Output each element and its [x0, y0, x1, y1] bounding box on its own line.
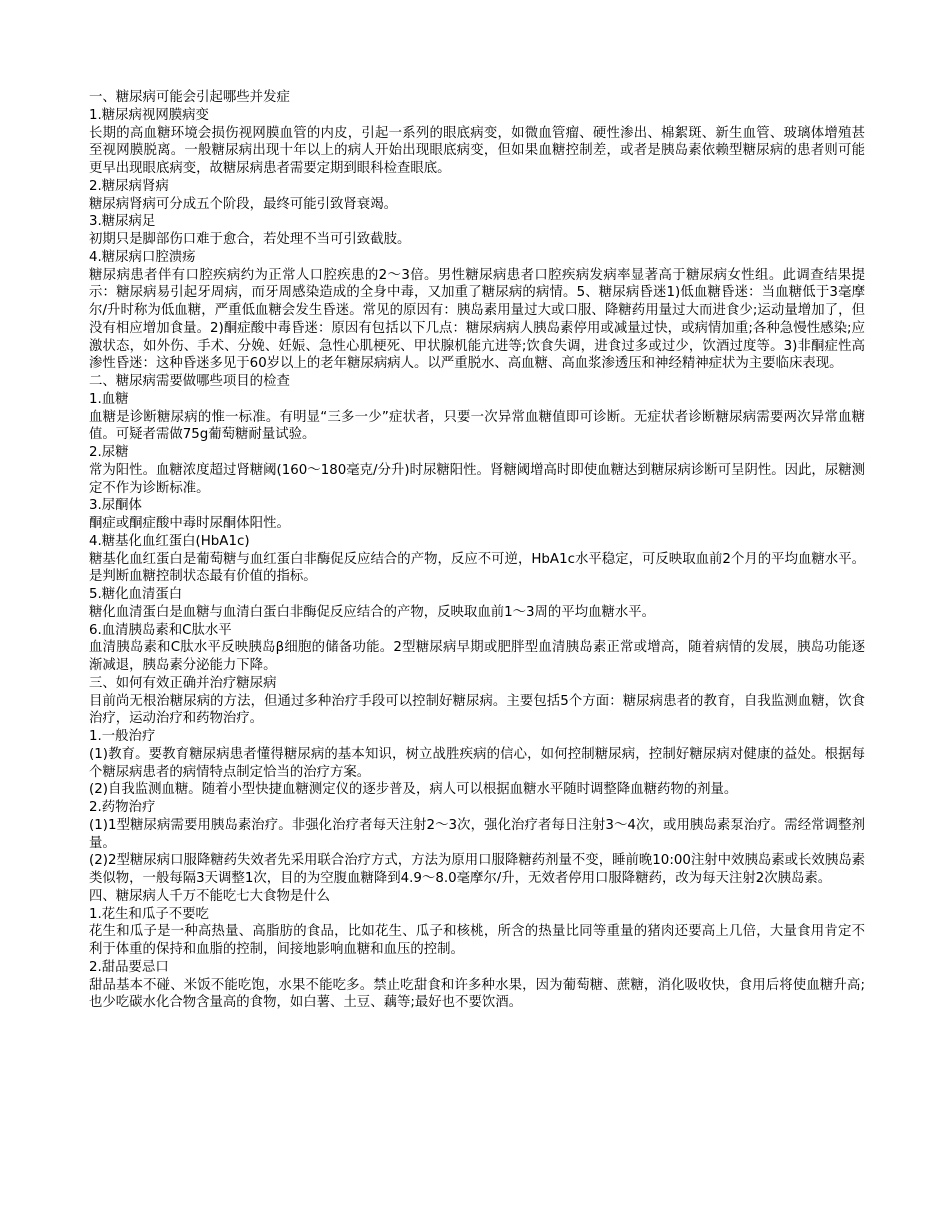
paragraph-self-monitoring: (2)自我监测血糖。随着小型快捷血糖测定仪的逐步普及，病人可以根据血糖水平随时调整降血糖药物的剂量。: [89, 782, 738, 798]
subheading-blood-glucose: 1.血糖: [89, 391, 129, 407]
subheading-diabetic-foot: 3.糖尿病足: [89, 214, 156, 230]
subheading-peanuts-seeds: 1.花生和瓜子不要吃: [89, 906, 209, 922]
subheading-glycated-serum-protein: 5.糖化血清蛋白: [89, 587, 183, 602]
paragraph-education: (1)教育。要教育糖尿病患者懂得糖尿病的基本知识，树立战胜疾病的信心，如何控制糖尿病，控制好糖尿病对健康的益处。根据每个糖尿病患者的病情特点制定恰当的治疗方案。: [89, 746, 865, 780]
paragraph-treatment-overview: 目前尚无根治糖尿病的方法，但通过多种治疗手段可以控制好糖尿病。主要包括5个方面：糖尿病患者的教育，自我监测血糖，饮食治疗，运动治疗和药物治疗。: [89, 693, 865, 727]
paragraph-oral-ulcer-and-coma: 糖尿病患者伴有口腔疾病约为正常人口腔疾患的2～3倍。男性糖尿病患者口腔疾病发病率显著高于糖尿病女性组。此调查结果提示：糖尿病易引起牙周病，而牙周感染造成的全身中毒，又加重了糖尿病的病情。5、糖尿病昏迷1)低血糖昏迷：当血糖低于3毫摩尔/升时称为低血糖，严重低血糖会发生昏迷。常见的原因有：胰岛素用量过大或口服、降糖药用量过大而进食少;运动量增加了，但没有相应增加食量。2)酮症酸中毒昏迷：原因有包括以下几点：糖尿病病人胰岛素停用或减量过快，或病情加重;各种急慢性感染;应激状态，如外伤、手术、分娩、妊娠、急性心肌梗死、甲状腺机能亢进等;饮食失调，进食过多或过少，饮酒过度等。3)非酮症性高渗性昏迷：这种昏迷多见于60岁以上的老年糖尿病病人。以严重脱水、高血糖、高血浆渗透压和神经精神症状为主要临床表现。: [89, 267, 865, 372]
subheading-oral-ulcer: 4.糖尿病口腔溃疡: [89, 249, 196, 265]
paragraph-urine-glucose: 常为阳性。血糖浓度超过肾糖阈(160～180毫克/分升)时尿糖阳性。肾糖阈增高时即使血糖达到糖尿病诊断可呈阴性。因此，尿糖测定不作为诊断标准。: [89, 462, 865, 496]
subheading-urine-ketones: 3.尿酮体: [89, 498, 142, 514]
subheading-desserts: 2.甜品要忌口: [89, 959, 169, 975]
paragraph-type2-combination: (2)2型糖尿病口服降糖药失效者先采用联合治疗方式，方法为原用口服降糖药剂量不变，睡前晚10:00注射中效胰岛素或长效胰岛素类似物，一般每隔3天调整1次，目的为空腹血糖降到4.9～8.0毫摩尔/升，无效者停用口服降糖药，改为每天注射2次胰岛素。: [89, 853, 865, 886]
subheading-nephropathy: 2.糖尿病肾病: [89, 178, 169, 194]
section-heading-treatment: 三、如何有效正确并治疗糖尿病: [89, 675, 277, 691]
paragraph-peanuts-seeds: 花生和瓜子是一种高热量、高脂肪的食品，比如花生、瓜子和核桃，所含的热量比同等重量的猪肉还要高上几倍，大量食用肯定不利于体重的保持和血脂的控制，间接地影响血糖和血压的控制。: [89, 924, 865, 957]
paragraph-desserts: 甜品基本不碰、米饭不能吃饱，水果不能吃多。禁止吃甜食和许多种水果，因为葡萄糖、蔗糖，消化吸收快，食用后将使血糖升高;也少吃碳水化合物含量高的食物，如白薯、土豆、藕等;最好也不要饮酒。: [89, 977, 865, 1011]
paragraph-diabetic-foot: 初期只是脚部伤口难于愈合，若处理不当可引致截肢。: [89, 232, 411, 247]
subheading-drug-treatment: 2.药物治疗: [89, 800, 156, 815]
paragraph-insulin-c-peptide: 血清胰岛素和C肽水平反映胰岛β细胞的储备功能。2型糖尿病早期或肥胖型血清胰岛素正常或增高，随着病情的发展，胰岛功能逐渐减退，胰岛素分泌能力下降。: [89, 640, 865, 673]
paragraph-retinopathy: 长期的高血糖环境会损伤视网膜血管的内皮，引起一系列的眼底病变，如微血管瘤、硬性渗出、棉絮斑、新生血管、玻璃体增殖甚至视网膜脱离。一般糖尿病出现十年以上的病人开始出现眼底病变，但如果血糖控制差，或者是胰岛素依赖型糖尿病的患者则可能更早出现眼底病变，故糖尿病患者需要定期到眼科检查眼底。: [89, 125, 865, 176]
subheading-general-treatment: 1.一般治疗: [89, 729, 156, 744]
document-page: [89, 89, 865, 1012]
subheading-insulin-c-peptide: 6.血清胰岛素和C肽水平: [89, 622, 232, 638]
section-heading-examinations: 二、糖尿病需要做哪些项目的检查: [89, 374, 290, 389]
section-heading-complications: 一、糖尿病可能会引起哪些并发症: [89, 90, 290, 105]
paragraph-hba1c: 糖基化血红蛋白是葡萄糖与血红蛋白非酶促反应结合的产物，反应不可逆，HbA1c水平稳定，可反映取血前2个月的平均血糖水平。是判断血糖控制状态最有价值的指标。: [89, 551, 865, 585]
paragraph-glycated-serum-protein: 糖化血清蛋白是血糖与血清白蛋白非酶促反应结合的产物，反映取血前1～3周的平均血糖水平。: [89, 604, 656, 620]
section-heading-foods-to-avoid: 四、糖尿病人千万不能吃七大食物是什么: [89, 888, 331, 904]
paragraph-blood-glucose: 血糖是诊断糖尿病的惟一标准。有明显“三多一少”症状者，只要一次异常血糖值即可诊断。无症状者诊断糖尿病需要两次异常血糖值。可疑者需做75g葡萄糖耐量试验。: [89, 409, 865, 443]
paragraph-urine-ketones: 酮症或酮症酸中毒时尿酮体阳性。: [89, 516, 290, 531]
paragraph-nephropathy: 糖尿病肾病可分成五个阶段，最终可能引致肾衰竭。: [89, 196, 397, 212]
subheading-urine-glucose: 2.尿糖: [89, 445, 129, 460]
subheading-hba1c: 4.糖基化血红蛋白(HbA1c): [89, 533, 250, 549]
subheading-retinopathy: 1.糖尿病视网膜病变: [89, 107, 209, 123]
paragraph-type1-insulin: (1)1型糖尿病需要用胰岛素治疗。非强化治疗者每天注射2～3次，强化治疗者每日注射3～4次，或用胰岛素泵治疗。需经常调整剂量。: [89, 817, 865, 851]
